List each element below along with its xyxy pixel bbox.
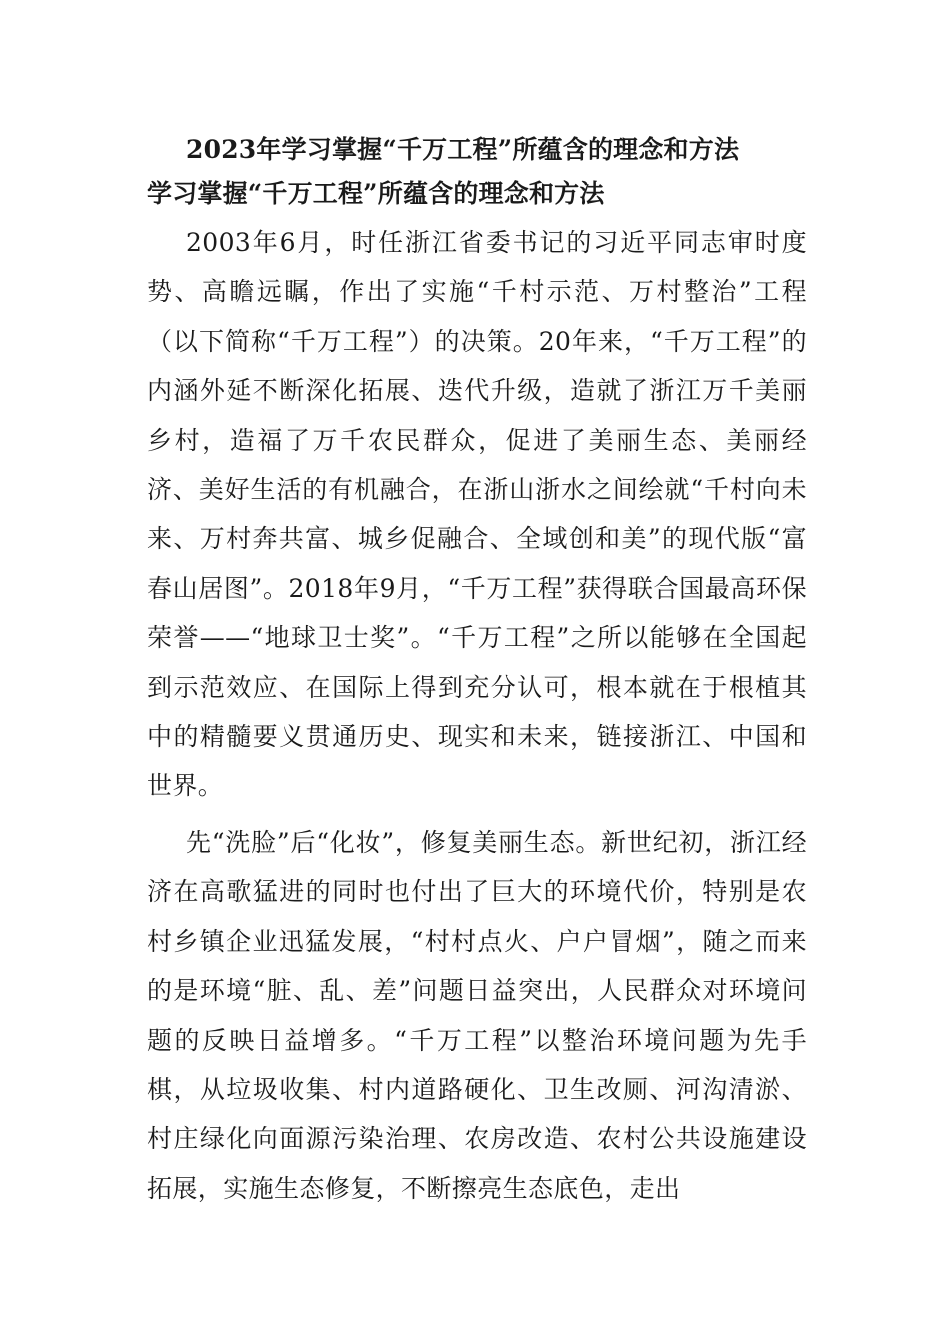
document-page <box>147 128 807 1213</box>
document-subtitle: 学习掌握“千万工程”所蕴含的理念和方法 <box>147 179 605 208</box>
document-title: 2023年学习掌握“千万工程”所蕴含的理念和方法 <box>186 135 740 164</box>
body-paragraph-2: 先“洗脸”后“化妆”，修复美丽生态。新世纪初，浙江经济在高歌猛进的同时也付出了巨大的环境代价，特别是农村乡镇企业迅猛发展，“村村点火、户户冒烟”，随之而来的是环境“脏、乱、差”问题日益突出，人民群众对环境问题的反映日益增多。“千万工程”以整治环境问题为先手棋，从垃圾收集、村内道路硬化、卫生改厕、河沟清淤、村庄绿化向面源污染治理、农房改造、农村公共设施建设拓展，实施生态修复，不断擦亮生态底色，走出 <box>147 827 807 1203</box>
body-paragraph-1: 2003年6月，时任浙江省委书记的习近平同志审时度势、高瞻远瞩，作出了实施“千村示范、万村整治”工程（以下简称“千万工程”）的决策。20年来，“千万工程”的内涵外延不断深化拓展、迭代升级，造就了浙江万千美丽乡村，造福了万千农民群众，促进了美丽生态、美丽经济、美好生活的有机融合，在浙山浙水之间绘就“千村向未来、万村奔共富、城乡促融合、全域创和美”的现代版“富春山居图”。2018年9月，“千万工程”获得联合国最高环保荣誉——“地球卫士奖”。“千万工程”之所以能够在全国起到示范效应、在国际上得到充分认可，根本就在于根植其中的精髓要义贯通历史、现实和未来，链接浙江、中国和世界。 <box>147 228 807 801</box>
